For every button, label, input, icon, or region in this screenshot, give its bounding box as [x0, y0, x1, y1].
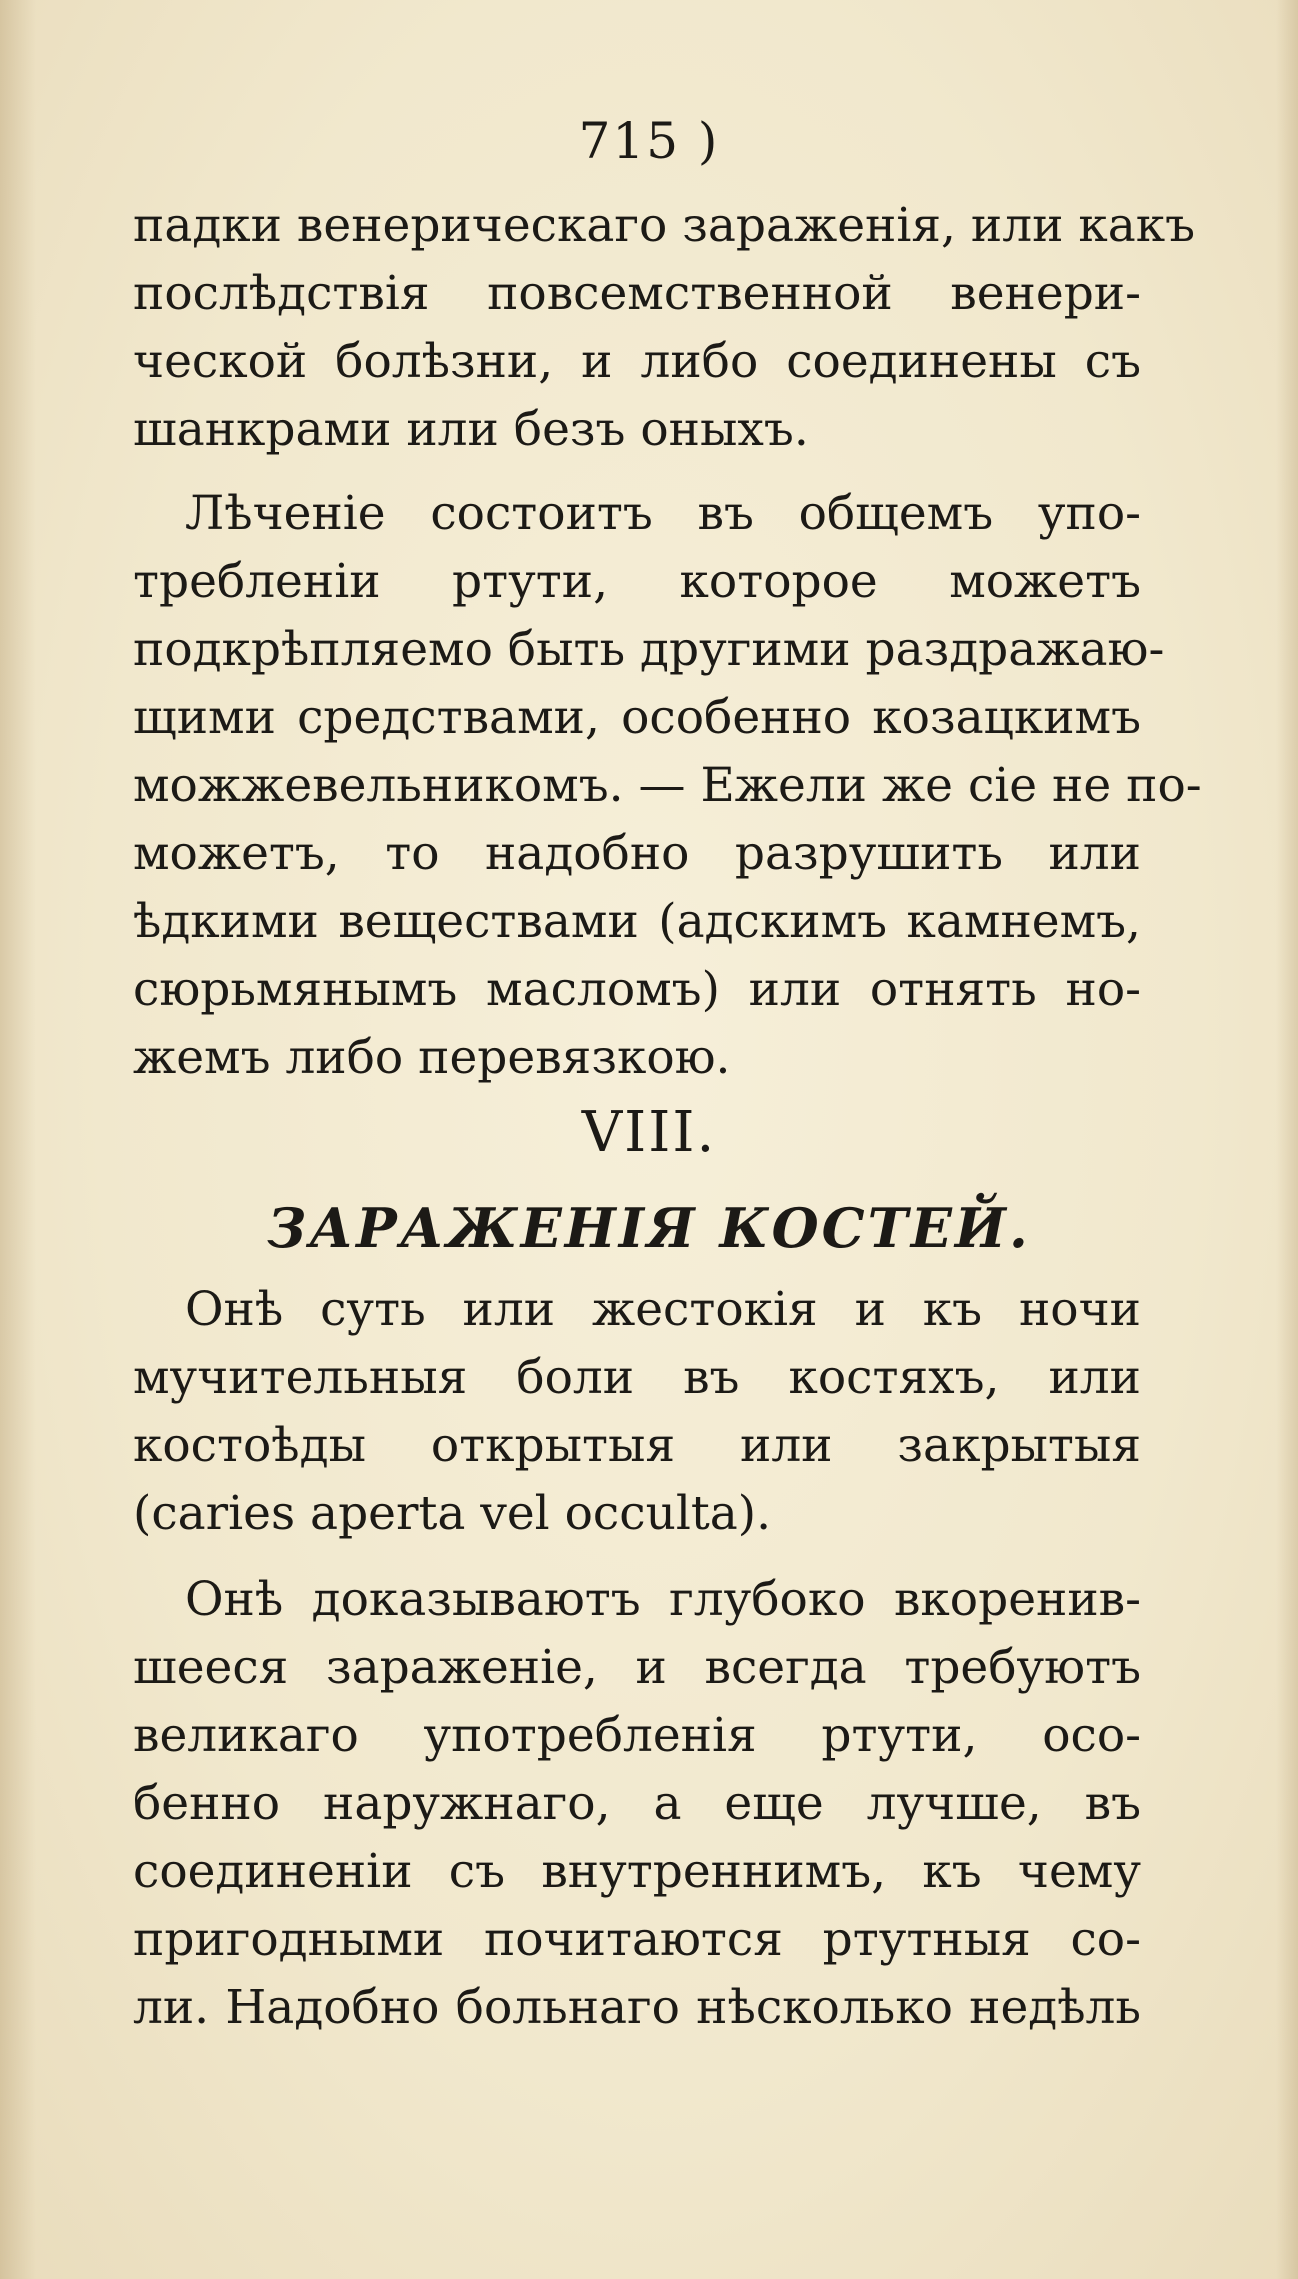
text-line: щими средствами, особенно козацкимъ — [133, 690, 1141, 745]
text-line: ѣдкими веществами (адскимъ камнемъ, — [133, 894, 1141, 949]
text-line: жемъ либо перевязкою. — [133, 1030, 731, 1085]
page-number: 715 ) — [578, 112, 720, 170]
text-line: можжевельникомъ. — Ежели же сіе не по- — [133, 758, 1202, 813]
text-line: сюрьмянымъ масломъ) или отнять но- — [133, 962, 1141, 1017]
text-line: соединеніи съ внутреннимъ, къ чему — [133, 1844, 1141, 1899]
paragraph-therapy — [133, 1566, 1141, 2042]
text-line: шанкрами или безъ оныхъ. — [133, 402, 809, 457]
text-line: подкрѣпляемо быть другими раздражаю- — [133, 622, 1165, 677]
paragraph-description — [133, 1276, 1141, 1548]
text-line: Онѣ доказываютъ глубоко вкоренив- — [185, 1572, 1141, 1627]
text-line: ли. Надобно больнаго нѣсколько недѣль — [133, 1980, 1141, 2035]
text-line: великаго употребленія ртути, осо- — [133, 1708, 1141, 1763]
section-number: VIII. — [581, 1100, 717, 1165]
text-line: Онѣ суть или жестокія и къ ночи — [185, 1282, 1141, 1337]
section-title: ЗАРАЖЕНІЯ КОСТЕЙ. — [267, 1196, 1031, 1260]
paragraph-continued — [133, 192, 1196, 464]
text-line: послѣдствія повсемственной венери- — [133, 266, 1141, 321]
text-line: Лѣченіе состоитъ въ общемъ упо- — [185, 486, 1141, 541]
text-line: костоѣды открытыя или закрытыя — [133, 1418, 1141, 1473]
text-line: бенно наружнаго, а еще лучше, въ — [133, 1776, 1141, 1831]
text-line: шееся зараженіе, и всегда требуютъ — [133, 1640, 1141, 1695]
text-line: пригодными почитаются ртутныя со- — [133, 1912, 1141, 1967]
paragraph-treatment — [133, 480, 1202, 1092]
text-line: можетъ, то надобно разрушить или — [133, 826, 1141, 881]
text-line: требленіи ртути, которое можетъ — [133, 554, 1141, 609]
text-line: падки венерическаго зараженія, или какъ — [133, 198, 1196, 253]
text-line: ческой болѣзни, и либо соединены съ — [133, 334, 1141, 389]
text-line: мучительныя боли въ костяхъ, или — [133, 1350, 1141, 1405]
text-line: (caries aperta vel occulta). — [133, 1486, 772, 1541]
